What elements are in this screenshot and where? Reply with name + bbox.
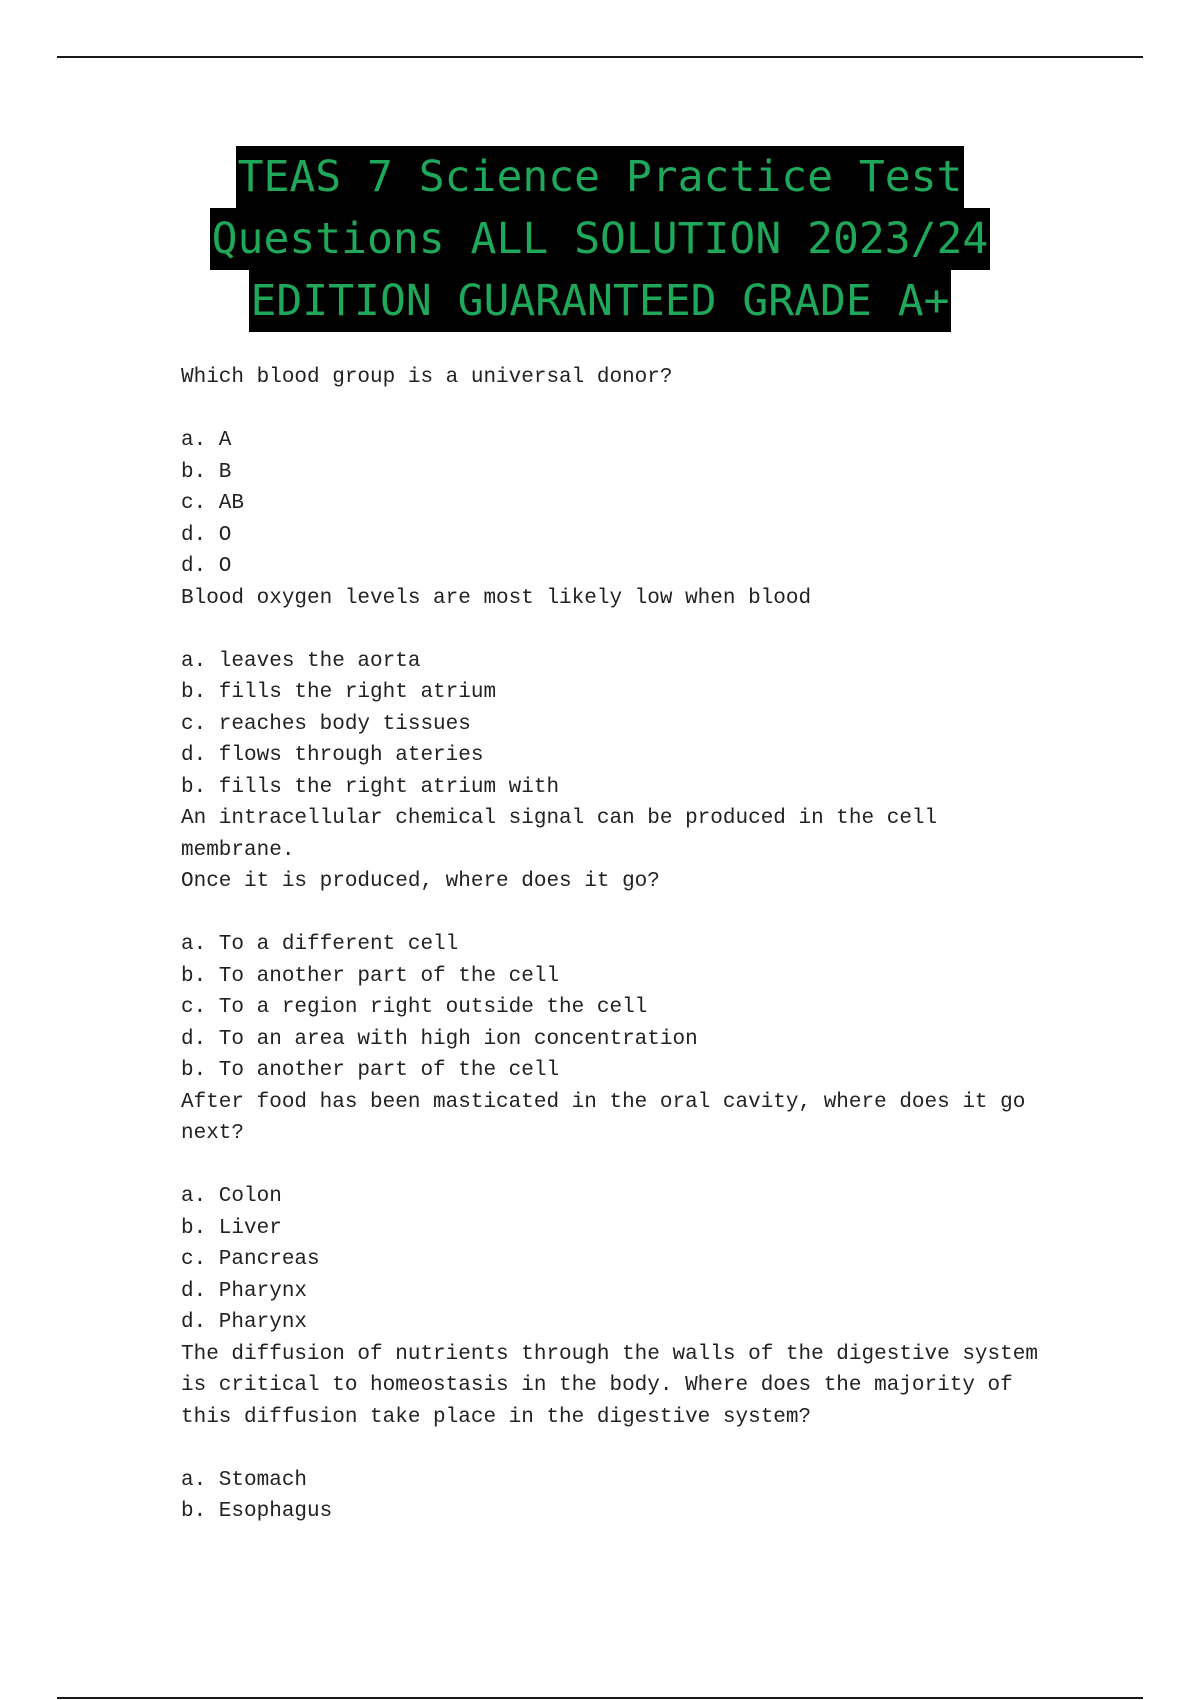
option: d. Pharynx [181,1279,308,1303]
option: c. AB [181,492,245,515]
option: a. A [181,429,232,452]
question-text: Blood oxygen levels are most likely low when blood [181,586,812,610]
question-text: An intracellular chemical signal can be produced in the cell membrane. [181,807,950,862]
question-list [181,362,1061,1528]
answer: b. fills the right atrium with [181,775,560,799]
question-text: next? [181,1122,245,1145]
title-line-2: Questions ALL SOLUTION 2023/24 [210,208,991,270]
title-line-1: TEAS 7 Science Practice Test [236,146,965,208]
question-text: this diffusion take place in the digestive system? [181,1405,812,1429]
option: c. To a region right outside the cell [181,996,648,1019]
option: d. To an area with high ion concentration [181,1027,698,1051]
document-title [0,146,1200,332]
top-rule [57,56,1143,58]
question-text: is critical to homeostasis in the body. Where does the majority of [181,1374,1013,1397]
option: a. Stomach [181,1468,308,1492]
question-2 [181,583,1061,804]
option: d. O [181,523,232,547]
option: b. Liver [181,1216,282,1240]
option: a. To a different cell [181,933,459,956]
answer: d. O [181,555,232,578]
answer: d. Pharynx [181,1311,308,1334]
question-text: After food has been masticated in the oral cavity, where does it go [181,1090,1026,1114]
question-text: Which blood group is a universal donor? [181,366,673,389]
option: a. leaves the aorta [181,649,421,673]
answer: b. To another part of the cell [181,1059,560,1082]
option: b. Esophagus [181,1500,333,1523]
option: a. Colon [181,1185,282,1208]
question-text: Once it is produced, where does it go? [181,870,660,893]
title-line-3: EDITION GUARANTEED GRADE A+ [249,270,952,332]
bottom-rule [57,1697,1143,1699]
option: b. fills the right atrium [181,681,497,704]
question-4 [181,1087,1061,1339]
option: c. reaches body tissues [181,712,471,736]
option: b. To another part of the cell [181,964,560,988]
question-5 [181,1339,1061,1528]
question-1 [181,362,1061,583]
question-3 [181,803,1061,1087]
option: b. B [181,460,232,484]
question-text: The diffusion of nutrients through the walls of the digestive system [181,1342,1038,1366]
option: d. flows through ateries [181,744,484,767]
option: c. Pancreas [181,1248,320,1271]
